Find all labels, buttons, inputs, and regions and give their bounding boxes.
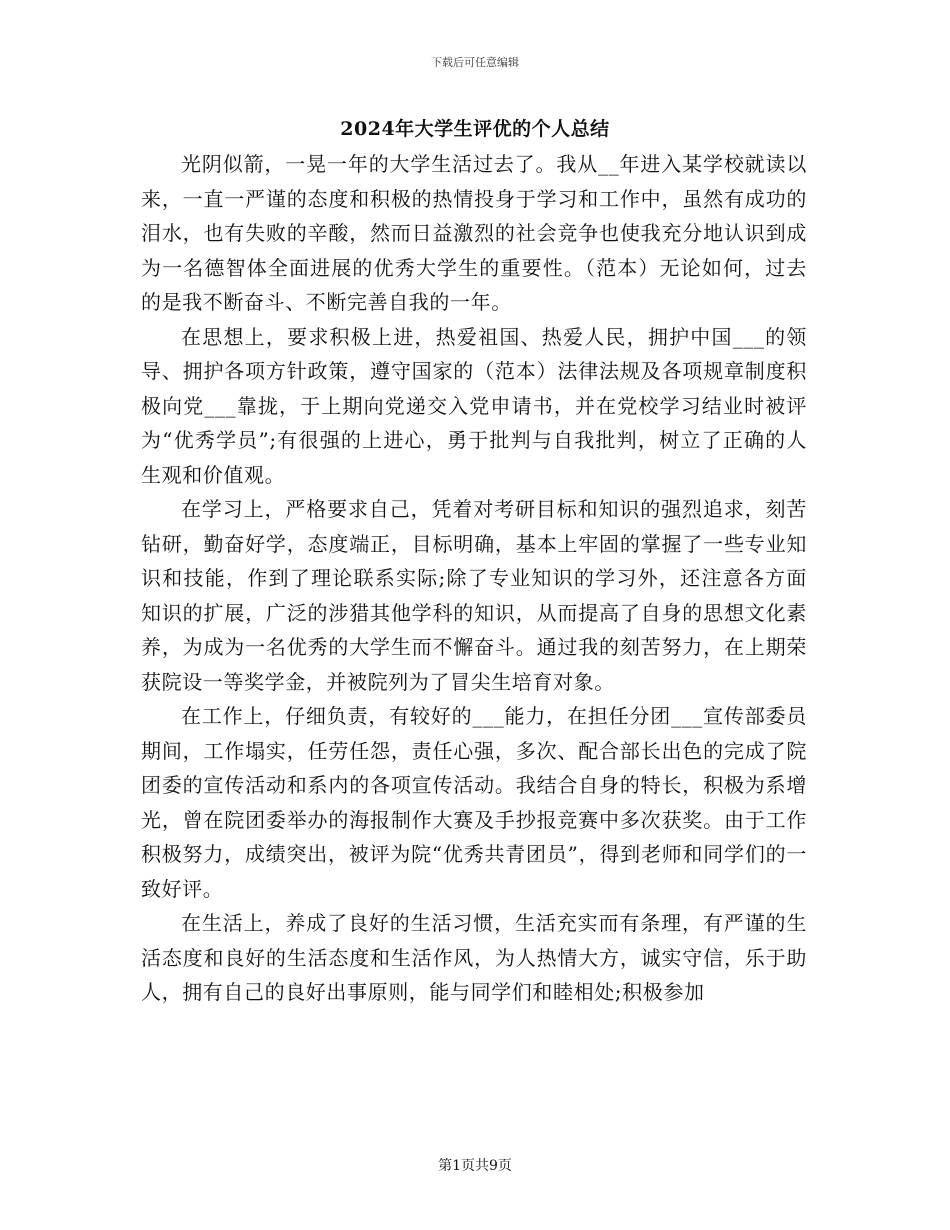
paragraph-ideology: 在思想上，要求积极上进，热爱祖国、热爱人民，拥护中国___的领导、拥护各项方针政策，遵守国家的（范本）法律法规及各项规章制度积极向党___靠拢，于上期向党递交入党申请书，并在党校学习结业时被评为“优秀学员”;有很强的上进心，勇于批判与自我批判，树立了正确的人生观和价值观。 bbox=[141, 324, 807, 487]
page-number-footer: 第1页共9页 bbox=[438, 1158, 512, 1174]
paragraph-work: 在工作上，仔细负责，有较好的___能力，在担任分团___宣传部委员期间，工作塌实，任劳任怨，责任心强，多次、配合部长出色的完成了院团委的宣传活动和系内的各项宣传活动。我结合自身的特长，积极为系增光，曾在院团委举办的海报制作大赛及手抄报竞赛中多次获奖。由于工作积极努力，成绩突出，被评为院“优秀共青团员”，得到老师和同学们的一致好评。 bbox=[141, 704, 807, 901]
document-title: 2024年大学生评优的个人总结 bbox=[340, 118, 610, 140]
paragraph-life: 在生活上，养成了良好的生活习惯，生活充实而有条理，有严谨的生活态度和良好的生活态度和生活作风，为人热情大方，诚实守信，乐于助人，拥有自己的良好出事原则，能与同学们和睦相处;积极参加 bbox=[141, 911, 807, 1004]
document-body bbox=[141, 147, 807, 1010]
paragraph-intro: 光阴似箭，一晃一年的大学生活过去了。我从__年进入某学校就读以来，一直一严谨的态度和积极的热情投身于学习和工作中，虽然有成功的泪水，也有失败的辛酸，然而日益激烈的社会竞争也使我充分地认识到成为一名德智体全面进展的优秀大学生的重要性。（范本）无论如何，过去的是我不断奋斗、不断完善自我的一年。 bbox=[141, 152, 807, 314]
header-note: 下载后可任意编辑 bbox=[431, 56, 519, 69]
paragraph-study: 在学习上，严格要求自己，凭着对考研目标和知识的强烈追求，刻苦钻研，勤奋好学，态度端正，目标明确，基本上牢固的掌握了一些专业知识和技能，作到了理论联系实际;除了专业知识的学习外，还注意各方面知识的扩展，广泛的涉猎其他学科的知识，从而提高了自身的思想文化素养，为成为一名优秀的大学生而不懈奋斗。通过我的刻苦努力，在上期荣获院设一等奖学金，并被院列为了冒尖生培育对象。 bbox=[141, 497, 807, 694]
